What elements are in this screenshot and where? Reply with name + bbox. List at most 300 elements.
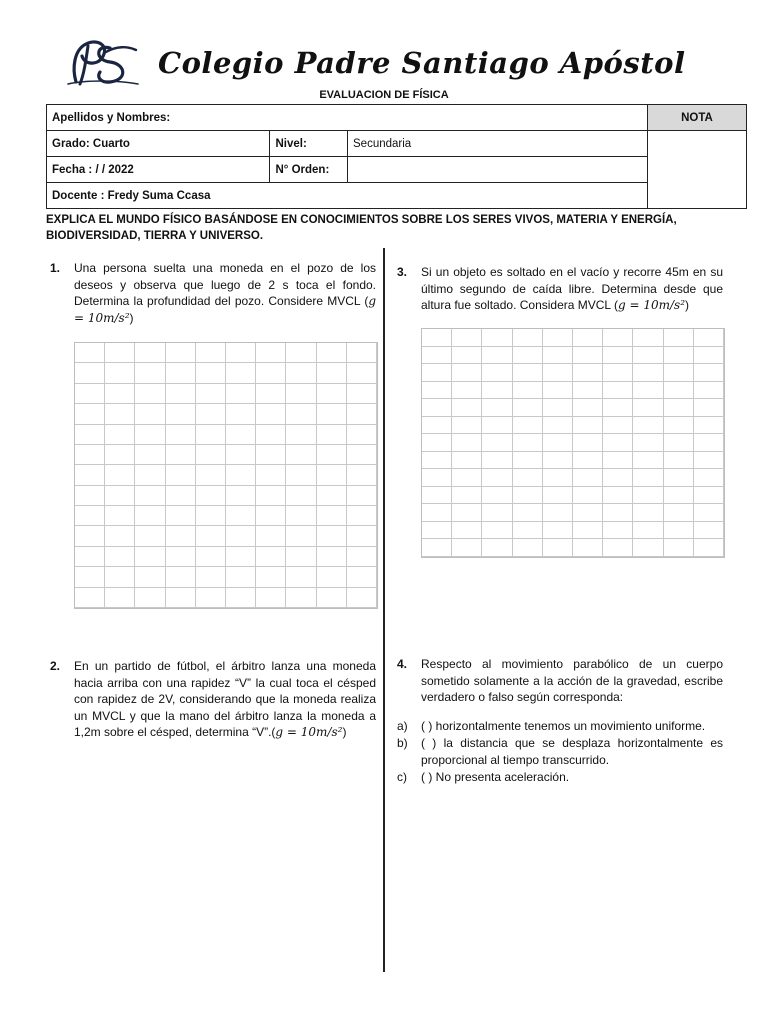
grid-cell — [196, 526, 226, 546]
grid-cell — [75, 343, 105, 363]
grid-cell — [543, 382, 573, 400]
grid-cell — [75, 384, 105, 404]
grid-cell — [226, 486, 256, 506]
grid-cell — [452, 347, 482, 365]
grid-cell — [633, 522, 663, 540]
grid-cell — [694, 364, 724, 382]
grid-cell — [422, 539, 452, 557]
grid-cell — [513, 504, 543, 522]
option-text: ( ) No presenta aceleración. — [421, 770, 570, 784]
grid-cell — [422, 347, 452, 365]
grid-cell — [75, 588, 105, 608]
answer-grid-1[interactable] — [74, 342, 378, 609]
grid-cell — [573, 504, 603, 522]
grid-cell — [452, 329, 482, 347]
grid-cell — [166, 384, 196, 404]
grade-label: Grado: Cuarto — [47, 131, 270, 157]
grid-cell — [166, 465, 196, 485]
grid-cell — [317, 343, 347, 363]
grid-cell — [317, 425, 347, 445]
grid-cell — [452, 539, 482, 557]
grid-cell — [317, 526, 347, 546]
grid-cell — [482, 539, 512, 557]
nota-header: NOTA — [648, 105, 747, 131]
grid-cell — [226, 425, 256, 445]
grid-cell — [135, 384, 165, 404]
grid-cell — [543, 469, 573, 487]
grid-cell — [422, 487, 452, 505]
grid-cell — [482, 469, 512, 487]
grid-cell — [603, 452, 633, 470]
grid-cell — [664, 452, 694, 470]
grid-cell — [573, 452, 603, 470]
grid-cell — [75, 486, 105, 506]
question-2 — [50, 658, 376, 741]
grid-cell — [482, 504, 512, 522]
grid-cell — [256, 425, 286, 445]
grid-cell — [664, 434, 694, 452]
grid-cell — [452, 452, 482, 470]
grid-cell — [633, 452, 663, 470]
grid-cell — [75, 363, 105, 383]
grid-cell — [317, 384, 347, 404]
grid-cell — [347, 547, 377, 567]
grid-cell — [422, 364, 452, 382]
grid-cell — [482, 434, 512, 452]
teacher-label: Docente : Fredy Suma Ccasa — [47, 183, 648, 209]
grid-cell — [513, 329, 543, 347]
grid-cell — [543, 329, 573, 347]
grid-cell — [286, 465, 316, 485]
grid-cell — [105, 486, 135, 506]
answer-grid-3[interactable] — [421, 328, 725, 558]
grid-cell — [664, 399, 694, 417]
school-name: Colegio Padre Santiago Apóstol — [158, 46, 686, 80]
grid-cell — [603, 504, 633, 522]
formula: g = 10m/s² — [618, 298, 686, 312]
grid-cell — [633, 469, 663, 487]
grid-cell — [513, 434, 543, 452]
grid-cell — [422, 469, 452, 487]
grid-cell — [75, 445, 105, 465]
grid-cell — [694, 487, 724, 505]
student-info-table — [46, 104, 747, 209]
grid-cell — [135, 404, 165, 424]
grid-cell — [75, 526, 105, 546]
grid-cell — [105, 526, 135, 546]
grid-cell — [256, 404, 286, 424]
grid-cell — [135, 363, 165, 383]
grid-cell — [482, 399, 512, 417]
grid-cell — [513, 399, 543, 417]
grid-cell — [603, 487, 633, 505]
grid-cell — [694, 417, 724, 435]
grid-cell — [422, 417, 452, 435]
grid-cell — [196, 404, 226, 424]
grid-cell — [603, 382, 633, 400]
grid-cell — [633, 329, 663, 347]
grid-cell — [603, 399, 633, 417]
grid-cell — [317, 567, 347, 587]
grid-cell — [256, 465, 286, 485]
grid-cell — [226, 363, 256, 383]
grid-cell — [513, 487, 543, 505]
grid-cell — [226, 588, 256, 608]
grid-cell — [573, 382, 603, 400]
grid-cell — [482, 329, 512, 347]
grid-cell — [452, 522, 482, 540]
grid-cell — [694, 382, 724, 400]
option-b[interactable] — [397, 735, 723, 768]
grid-cell — [422, 382, 452, 400]
grid-cell — [196, 486, 226, 506]
grid-cell — [347, 506, 377, 526]
option-letter: c) — [397, 770, 407, 784]
grid-cell — [226, 465, 256, 485]
grid-cell — [226, 526, 256, 546]
column-divider — [383, 248, 385, 972]
grid-cell — [347, 363, 377, 383]
grid-cell — [166, 363, 196, 383]
grid-cell — [286, 363, 316, 383]
grid-cell — [664, 504, 694, 522]
grid-cell — [286, 445, 316, 465]
grid-cell — [573, 364, 603, 382]
grid-cell — [694, 469, 724, 487]
grid-cell — [347, 465, 377, 485]
option-c[interactable] — [397, 769, 723, 786]
grid-cell — [664, 364, 694, 382]
grid-cell — [664, 417, 694, 435]
grid-cell — [452, 504, 482, 522]
grid-cell — [317, 363, 347, 383]
grid-cell — [135, 343, 165, 363]
grid-cell — [482, 417, 512, 435]
grid-cell — [482, 347, 512, 365]
grid-cell — [286, 486, 316, 506]
grid-cell — [105, 363, 135, 383]
grid-cell — [347, 588, 377, 608]
grid-cell — [543, 487, 573, 505]
grid-cell — [633, 347, 663, 365]
grid-cell — [135, 445, 165, 465]
grid-cell — [573, 347, 603, 365]
grid-cell — [603, 329, 633, 347]
question-4 — [397, 656, 723, 787]
grid-cell — [603, 347, 633, 365]
grid-cell — [347, 567, 377, 587]
grid-cell — [603, 539, 633, 557]
grid-cell — [482, 382, 512, 400]
grid-cell — [422, 329, 452, 347]
grid-cell — [166, 547, 196, 567]
option-a[interactable] — [397, 718, 723, 735]
grid-cell — [135, 567, 165, 587]
grid-cell — [513, 469, 543, 487]
grid-cell — [226, 445, 256, 465]
grid-cell — [422, 399, 452, 417]
order-label: N° Orden: — [270, 157, 348, 183]
grid-cell — [317, 547, 347, 567]
grid-cell — [694, 347, 724, 365]
grid-cell — [452, 487, 482, 505]
grid-cell — [633, 382, 663, 400]
grid-cell — [317, 445, 347, 465]
grid-cell — [105, 506, 135, 526]
grid-cell — [543, 522, 573, 540]
instructions: EXPLICA EL MUNDO FÍSICO BASÁNDOSE EN CONOCIMIENTOS SOBRE LOS SERES VIVOS, MATERIA Y ENERGÍA, BIODIVERSIDAD, TIERRA Y UNIVERSO. — [46, 214, 677, 242]
grid-cell — [196, 588, 226, 608]
grid-cell — [256, 506, 286, 526]
grid-cell — [452, 434, 482, 452]
grid-cell — [603, 469, 633, 487]
grid-cell — [573, 399, 603, 417]
grid-cell — [256, 588, 286, 608]
true-false-list — [397, 718, 723, 786]
grid-cell — [543, 347, 573, 365]
grid-cell — [135, 465, 165, 485]
grid-cell — [513, 539, 543, 557]
grid-cell — [166, 526, 196, 546]
grid-cell — [226, 384, 256, 404]
grid-cell — [256, 363, 286, 383]
grid-cell — [573, 522, 603, 540]
question-3 — [397, 264, 723, 314]
grid-cell — [664, 469, 694, 487]
grid-cell — [573, 539, 603, 557]
grid-cell — [226, 343, 256, 363]
grid-cell — [452, 417, 482, 435]
grid-cell — [543, 504, 573, 522]
grid-cell — [105, 567, 135, 587]
question-number: 3. — [397, 265, 408, 279]
grid-cell — [75, 567, 105, 587]
grid-cell — [166, 567, 196, 587]
grid-cell — [105, 547, 135, 567]
grid-cell — [603, 522, 633, 540]
grid-cell — [694, 522, 724, 540]
grid-cell — [482, 522, 512, 540]
grid-cell — [633, 539, 663, 557]
grid-cell — [166, 506, 196, 526]
grid-cell — [256, 445, 286, 465]
grid-cell — [573, 434, 603, 452]
grid-cell — [256, 547, 286, 567]
grid-cell — [135, 526, 165, 546]
grid-cell — [166, 445, 196, 465]
grid-cell — [482, 364, 512, 382]
grid-cell — [286, 547, 316, 567]
grid-cell — [347, 486, 377, 506]
grid-cell — [452, 399, 482, 417]
option-letter: a) — [397, 718, 408, 733]
grid-cell — [694, 434, 724, 452]
grid-cell — [75, 425, 105, 445]
grid-cell — [543, 364, 573, 382]
grid-cell — [664, 522, 694, 540]
grid-cell — [664, 539, 694, 557]
grid-cell — [543, 417, 573, 435]
names-label: Apellidos y Nombres: — [47, 105, 648, 131]
grid-cell — [513, 364, 543, 382]
grid-cell — [633, 364, 663, 382]
grid-cell — [317, 404, 347, 424]
grid-cell — [105, 384, 135, 404]
grid-cell — [573, 469, 603, 487]
level-value: Secundaria — [348, 131, 648, 157]
question-1 — [50, 260, 376, 326]
grid-cell — [482, 487, 512, 505]
grid-cell — [286, 343, 316, 363]
grid-cell — [196, 363, 226, 383]
grid-cell — [105, 445, 135, 465]
grid-cell — [513, 417, 543, 435]
grid-cell — [166, 588, 196, 608]
grid-cell — [513, 452, 543, 470]
school-logo-monogram — [66, 38, 140, 88]
grid-cell — [226, 567, 256, 587]
grid-cell — [573, 417, 603, 435]
grid-cell — [105, 343, 135, 363]
nota-field[interactable] — [648, 131, 747, 209]
grid-cell — [603, 417, 633, 435]
level-label: Nivel: — [270, 131, 348, 157]
grid-cell — [226, 506, 256, 526]
grid-cell — [105, 404, 135, 424]
grid-cell — [347, 404, 377, 424]
grid-cell — [196, 567, 226, 587]
grid-cell — [286, 567, 316, 587]
option-text: ( ) la distancia que se desplaza horizontalmente es proporcional al tiempo transcurrido. — [421, 736, 723, 767]
grid-cell — [347, 384, 377, 404]
grid-cell — [135, 425, 165, 445]
grid-cell — [196, 343, 226, 363]
grid-cell — [196, 384, 226, 404]
grid-cell — [166, 425, 196, 445]
grid-cell — [317, 506, 347, 526]
grid-cell — [286, 425, 316, 445]
grid-cell — [633, 487, 663, 505]
grid-cell — [422, 452, 452, 470]
grid-cell — [543, 452, 573, 470]
formula: g = 10m/s² — [275, 725, 343, 739]
grid-cell — [226, 547, 256, 567]
grid-cell — [105, 465, 135, 485]
question-number: 2. — [50, 659, 61, 673]
grid-cell — [603, 364, 633, 382]
grid-cell — [664, 487, 694, 505]
grid-cell — [664, 329, 694, 347]
question-number: 1. — [50, 261, 61, 275]
grid-cell — [347, 445, 377, 465]
question-number: 4. — [397, 657, 408, 671]
grid-cell — [135, 486, 165, 506]
grid-cell — [347, 343, 377, 363]
grid-cell — [286, 506, 316, 526]
grid-cell — [256, 343, 286, 363]
grid-cell — [513, 347, 543, 365]
grid-cell — [166, 343, 196, 363]
grid-cell — [422, 504, 452, 522]
order-field[interactable] — [348, 157, 648, 183]
grid-cell — [694, 329, 724, 347]
grid-cell — [317, 486, 347, 506]
grid-cell — [196, 425, 226, 445]
grid-cell — [482, 452, 512, 470]
grid-cell — [196, 547, 226, 567]
option-text: ( ) horizontalmente tenemos un movimiento uniforme. — [421, 718, 706, 733]
grid-cell — [286, 404, 316, 424]
grid-cell — [135, 588, 165, 608]
grid-cell — [694, 504, 724, 522]
grid-cell — [166, 486, 196, 506]
grid-cell — [166, 404, 196, 424]
grid-cell — [256, 526, 286, 546]
grid-cell — [543, 434, 573, 452]
grid-cell — [196, 445, 226, 465]
grid-cell — [256, 486, 286, 506]
grid-cell — [422, 434, 452, 452]
grid-cell — [452, 469, 482, 487]
grid-cell — [317, 588, 347, 608]
grid-cell — [543, 539, 573, 557]
exam-title: EVALUACION DE FÍSICA — [319, 89, 449, 101]
grid-cell — [75, 547, 105, 567]
grid-cell — [286, 526, 316, 546]
grid-cell — [317, 465, 347, 485]
grid-cell — [452, 382, 482, 400]
formula: g = 10m/s² — [74, 294, 376, 325]
grid-cell — [694, 452, 724, 470]
grid-cell — [573, 487, 603, 505]
grid-cell — [196, 465, 226, 485]
grid-cell — [664, 382, 694, 400]
grid-cell — [664, 347, 694, 365]
question-text: Si un objeto es soltado en el vacío y recorre 45m en su último segundo de caída libre. Determina desde que altura fue soltado. Considera MVCL (g = 10m/s²) — [421, 265, 723, 312]
grid-cell — [573, 329, 603, 347]
grid-cell — [286, 384, 316, 404]
grid-cell — [633, 504, 663, 522]
grid-cell — [603, 434, 633, 452]
date-label: Fecha : / / 2022 — [47, 157, 270, 183]
grid-cell — [694, 399, 724, 417]
question-text: Respecto al movimiento parabólico de un cuerpo sometido solamente a la acción de la gravedad, escribe verdadero o falso según corresponda: — [421, 657, 723, 704]
grid-cell — [75, 465, 105, 485]
grid-cell — [513, 522, 543, 540]
grid-cell — [75, 404, 105, 424]
option-letter: b) — [397, 736, 408, 750]
grid-cell — [226, 404, 256, 424]
grid-cell — [256, 567, 286, 587]
grid-cell — [347, 425, 377, 445]
grid-cell — [347, 526, 377, 546]
grid-cell — [286, 588, 316, 608]
grid-cell — [694, 539, 724, 557]
grid-cell — [633, 417, 663, 435]
grid-cell — [105, 588, 135, 608]
grid-cell — [513, 382, 543, 400]
grid-cell — [196, 506, 226, 526]
grid-cell — [135, 506, 165, 526]
grid-cell — [105, 425, 135, 445]
grid-cell — [135, 547, 165, 567]
grid-cell — [633, 399, 663, 417]
grid-cell — [633, 434, 663, 452]
question-text: En un partido de fútbol, el árbitro lanza una moneda hacia arriba con una rapidez “V” la cual toca el césped con rapidez de 2V, considerando que la moneda realiza un MVCL y que la mano del árbitro lanza la moneda a 1,2m sobre el césped, determina “V”.(g = 10m/s²) — [74, 659, 376, 739]
grid-cell — [543, 399, 573, 417]
question-text: Una persona suelta una moneda en el pozo de los deseos y observa que luego de 2 s toca el fondo. Determina la profundidad del pozo. Considere MVCL (g = 10m/s²) — [74, 261, 376, 325]
grid-cell — [75, 506, 105, 526]
